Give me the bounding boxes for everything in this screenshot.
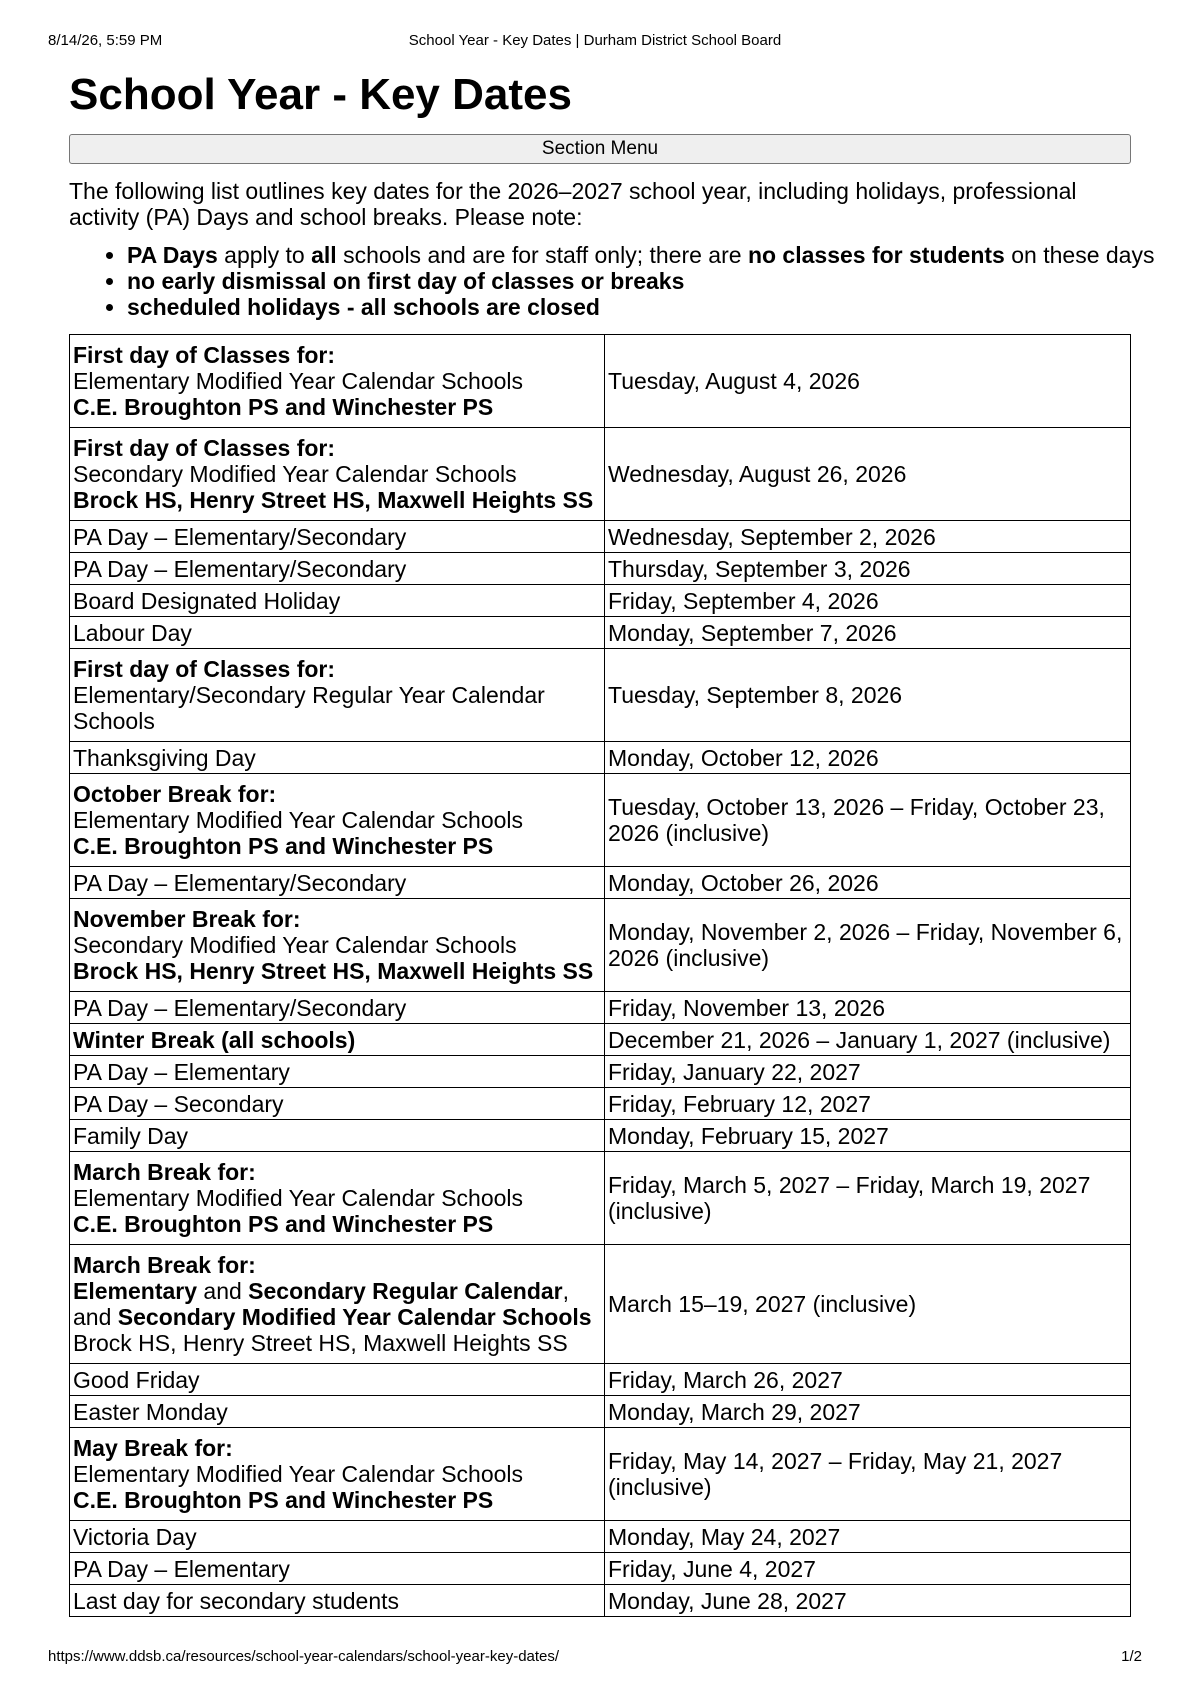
row-calendar-type: Elementary/Secondary Regular Year Calendar Schools (73, 682, 545, 734)
note-early-dismissal: • no early dismissal on first day of classes or breaks (127, 268, 1131, 294)
row-heading: First day of Classes for: (73, 656, 336, 682)
row-date: December 21, 2026 – January 1, 2027 (inclusive) (605, 1024, 1131, 1056)
note-text: all (311, 242, 337, 268)
row-label (70, 899, 605, 992)
row-label: Labour Day (70, 617, 605, 649)
row-date: Friday, June 4, 2027 (605, 1553, 1131, 1585)
table-row (70, 1521, 1131, 1553)
print-url: https://www.ddsb.ca/resources/school-year-calendars/school-year-key-dates/ (48, 1648, 560, 1665)
row-label-text: Secondary Regular Calendar (248, 1278, 563, 1304)
row-schools: C.E. Broughton PS and Winchester PS (73, 1211, 494, 1237)
row-date: Friday, February 12, 2027 (605, 1088, 1131, 1120)
row-date: Wednesday, September 2, 2026 (605, 521, 1131, 553)
row-label: PA Day – Secondary (70, 1088, 605, 1120)
table-row (70, 774, 1131, 867)
row-date: Monday, November 2, 2026 – Friday, November 6, 2026 (inclusive) (605, 899, 1131, 992)
table-row (70, 428, 1131, 521)
row-label: PA Day – Elementary/Secondary (70, 992, 605, 1024)
print-page-number: 1/2 (1121, 1648, 1142, 1665)
row-label: Winter Break (all schools) (70, 1024, 605, 1056)
row-schools: C.E. Broughton PS and Winchester PS (73, 394, 494, 420)
table-row (70, 617, 1131, 649)
print-datetime: 8/14/26, 5:59 PM (48, 32, 163, 49)
note-text: PA Days (127, 242, 218, 268)
table-row (70, 992, 1131, 1024)
row-label (70, 649, 605, 742)
row-label: Board Designated Holiday (70, 585, 605, 617)
row-date: Monday, June 28, 2027 (605, 1585, 1131, 1617)
row-label (70, 774, 605, 867)
main-content (69, 66, 1155, 1617)
row-calendar-type (73, 1278, 601, 1304)
row-label-text: and (73, 1304, 118, 1330)
note-holidays: • scheduled holidays - all schools are closed (127, 294, 1131, 320)
section-menu-button[interactable]: Section Menu (69, 134, 1131, 164)
table-row (70, 1428, 1131, 1521)
row-label: PA Day – Elementary/Secondary (70, 867, 605, 899)
intro-paragraph: The following list outlines key dates for the 2026–2027 school year, including holidays, professional activity (PA) Days and school breaks. Please note: (69, 178, 1077, 230)
row-label (70, 428, 605, 521)
row-date: Monday, October 26, 2026 (605, 867, 1131, 899)
row-date: Friday, September 4, 2026 (605, 585, 1131, 617)
row-label: Thanksgiving Day (70, 742, 605, 774)
row-schools: C.E. Broughton PS and Winchester PS (73, 833, 494, 859)
row-calendar-type: Elementary Modified Year Calendar Schools (73, 1461, 524, 1487)
row-label (70, 1152, 605, 1245)
row-calendar-type: Secondary Modified Year Calendar Schools (73, 461, 517, 487)
note-text: apply to (217, 242, 312, 268)
row-heading: March Break for: (73, 1159, 256, 1185)
row-date: Monday, February 15, 2027 (605, 1120, 1131, 1152)
row-calendar-type: Elementary Modified Year Calendar Schools (73, 807, 524, 833)
row-label: PA Day – Elementary/Secondary (70, 553, 605, 585)
print-page-title: School Year - Key Dates | Durham District School Board (408, 32, 782, 49)
row-date: March 15–19, 2027 (inclusive) (605, 1245, 1131, 1364)
row-label: PA Day – Elementary (70, 1553, 605, 1585)
table-row (70, 1585, 1131, 1617)
table-row (70, 742, 1131, 774)
row-date: Friday, May 14, 2027 – Friday, May 21, 2027 (inclusive) (605, 1428, 1131, 1521)
row-calendar-type: Secondary Modified Year Calendar Schools (73, 932, 517, 958)
note-pa-days (127, 242, 1155, 268)
table-row (70, 1056, 1131, 1088)
table-row (70, 521, 1131, 553)
row-label: Victoria Day (70, 1521, 605, 1553)
row-heading: October Break for: (73, 781, 277, 807)
row-date: Tuesday, September 8, 2026 (605, 649, 1131, 742)
row-label: PA Day – Elementary (70, 1056, 605, 1088)
row-date: Friday, March 26, 2027 (605, 1364, 1131, 1396)
row-calendar-type: Elementary Modified Year Calendar Schools (73, 368, 524, 394)
note-text: on these days (1004, 242, 1155, 268)
row-heading: November Break for: (73, 906, 301, 932)
row-date: Monday, March 29, 2027 (605, 1396, 1131, 1428)
row-label: Family Day (70, 1120, 605, 1152)
row-calendar-type (73, 1304, 601, 1330)
row-heading: March Break for: (73, 1252, 256, 1278)
row-label-text: , (562, 1278, 570, 1304)
row-label (70, 1428, 605, 1521)
table-row (70, 899, 1131, 992)
row-date: Friday, March 5, 2027 – Friday, March 19, 2027 (inclusive) (605, 1152, 1131, 1245)
note-text: schools and are for staff only; there are (336, 242, 748, 268)
row-heading: May Break for: (73, 1435, 233, 1461)
row-date: Tuesday, August 4, 2026 (605, 335, 1131, 428)
table-row (70, 867, 1131, 899)
row-label: Last day for secondary students (70, 1585, 605, 1617)
row-label (70, 1245, 605, 1364)
table-row (70, 1245, 1131, 1364)
page-title: School Year - Key Dates (69, 70, 572, 119)
table-row (70, 1396, 1131, 1428)
table-row (70, 1024, 1131, 1056)
table-row (70, 335, 1131, 428)
row-calendar-type: Elementary Modified Year Calendar Schools (73, 1185, 524, 1211)
table-row (70, 1152, 1131, 1245)
row-date: Monday, September 7, 2026 (605, 617, 1131, 649)
row-date: Friday, January 22, 2027 (605, 1056, 1131, 1088)
row-label-text: and (197, 1278, 249, 1304)
row-heading: First day of Classes for: (73, 435, 336, 461)
notes-list (69, 242, 1155, 320)
row-label-text: Secondary Modified Year Calendar Schools (117, 1304, 592, 1330)
row-schools: Brock HS, Henry Street HS, Maxwell Heights SS (73, 487, 594, 513)
row-date: Wednesday, August 26, 2026 (605, 428, 1131, 521)
row-date: Friday, November 13, 2026 (605, 992, 1131, 1024)
table-row (70, 649, 1131, 742)
print-header (48, 32, 1142, 52)
table-row (70, 585, 1131, 617)
table-row (70, 1553, 1131, 1585)
print-footer (48, 1648, 1142, 1668)
row-label (70, 335, 605, 428)
row-date: Monday, May 24, 2027 (605, 1521, 1131, 1553)
row-date: Thursday, September 3, 2026 (605, 553, 1131, 585)
row-label: Good Friday (70, 1364, 605, 1396)
key-dates-body (70, 335, 1131, 1617)
row-label: PA Day – Elementary/Secondary (70, 521, 605, 553)
table-row (70, 553, 1131, 585)
table-row (70, 1364, 1131, 1396)
note-text: no classes for students (747, 242, 1005, 268)
table-row (70, 1088, 1131, 1120)
row-label: Easter Monday (70, 1396, 605, 1428)
row-label-text: Elementary (73, 1278, 198, 1304)
table-row (70, 1120, 1131, 1152)
row-schools: C.E. Broughton PS and Winchester PS (73, 1487, 494, 1513)
row-date: Monday, October 12, 2026 (605, 742, 1131, 774)
key-dates-table (69, 334, 1131, 1617)
row-schools: Brock HS, Henry Street HS, Maxwell Heights SS (73, 958, 594, 984)
row-date: Tuesday, October 13, 2026 – Friday, October 23, 2026 (inclusive) (605, 774, 1131, 867)
row-schools: Brock HS, Henry Street HS, Maxwell Heights SS (73, 1330, 568, 1356)
row-heading: First day of Classes for: (73, 342, 336, 368)
